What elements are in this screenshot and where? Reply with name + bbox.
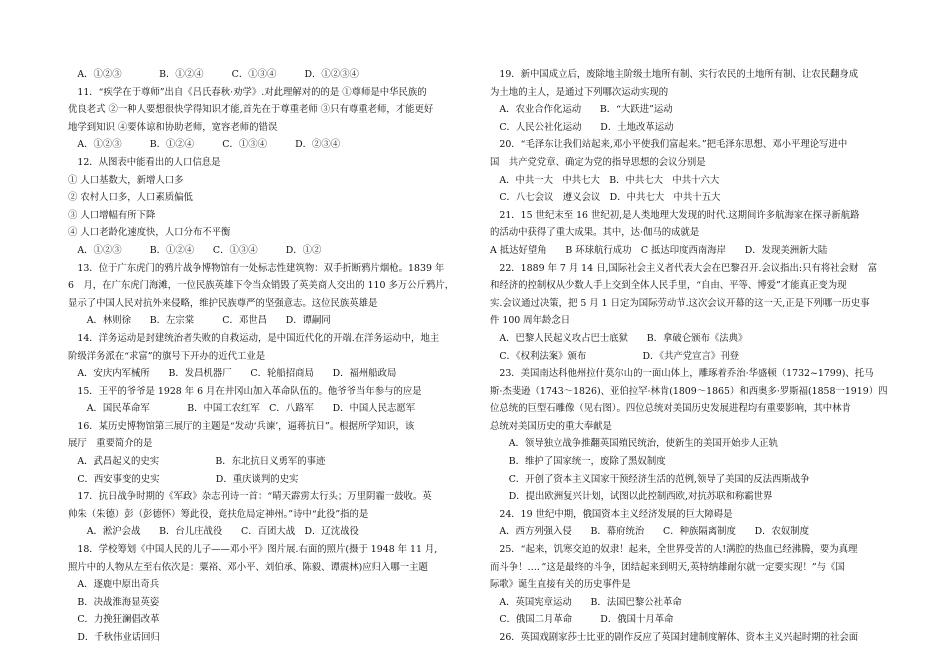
text-line: 25．“起来，饥寒交迫的奴隶！起来，全世界受苦的人!满腔的热血已经沸腾，要为真理: [490, 544, 858, 556]
text-line: 而斗争！…．”这是最终的斗争，团结起来到明天,英特纳雄耐尔就一定要实现！”与《国: [490, 561, 845, 573]
text-line: A．国民革命军 B．中国工农红军 C．八路军 D．中国人民志愿军: [68, 403, 416, 415]
text-line: 为土地的主人，是通过下列哪次运动实现的: [490, 86, 669, 98]
text-line: C．人民公社化运动 D．土地改革运动: [490, 121, 674, 133]
text-line: 位总统的巨型石雕像（见右图）。四位总统对美国历史发展进程均有重要影响，其中林肯: [490, 403, 851, 415]
text-line: 件 100 周年龄念日: [490, 315, 571, 327]
text-line: 18．学校筹划《中国人民的儿子——邓小平》图片展.右面的照片(摄于 1948 年 11 月,: [68, 544, 438, 556]
text-line: A．巴黎人民起义攻占巴士底狱 B．拿破仑颁布《法典》: [490, 332, 748, 344]
left-column: [68, 66, 470, 647]
text-line: 16．某历史博物馆第三展厅的主题是“发动‘兵谏’，逼蒋抗日”。根据所学知识，该: [68, 420, 415, 432]
text-line: 帅朱（朱德）彭（彭德怀）筹此役，竟扶危局定神州。”诗中“此役”指的是: [68, 508, 369, 520]
text-line: C．力挽狂澜倡改革: [68, 614, 160, 626]
text-line: ④ 人口老龄化速度快，人口分布不平衡: [68, 227, 231, 239]
text-line: 14．洋务运动是封建统治者失败的自救运动，是中国近代化的开端.在洋务运动中，地主: [68, 332, 440, 344]
text-line: D．千秋伟业话回归: [68, 632, 160, 643]
text-line: C．八七会议 遵义会议 D．中共七大 中共十五大: [490, 192, 721, 204]
text-line: 11．“疾学在于尊师”出自《吕氏春秋·劝学》.对此理解对的的是 ①尊师是中华民族的: [68, 86, 427, 98]
text-line: 地学到知识 ④要体谅和协助老师，宽容老师的错误: [68, 121, 278, 133]
text-line: 显示了中国人民对抗外来侵略，维护民族尊严的坚强意志。这位民族英雄是: [68, 297, 378, 309]
right-column: [490, 66, 902, 647]
text-line: 实.会议通过决策，把 5 月 1 日定为国际劳动节.这次会议开幕的这一天,正是下列哪一历史事: [490, 297, 870, 309]
text-line: 20．“毛泽东让我们站起来,邓小平使我们富起来。”把毛泽东思想、邓小平理论写进中: [490, 139, 848, 151]
text-line: 13．位于广东虎门的鸦片战争博物馆有一处标志性建筑物：双手折断鸦片烟枪。1839 年: [68, 262, 445, 274]
text-line: 26．英国戏剧家莎士比亚的剧作反应了英国封建制度解体、资本主义兴起时期的社会面: [490, 632, 859, 643]
text-line: 12．从图表中能看出的人口信息是: [68, 156, 221, 168]
text-line: 24．19 世纪中期，俄国资本主义经济发展的巨大障碍是: [490, 508, 733, 520]
text-line: 23．美国南达科他州拉什莫尔山的一面山体上，雕琢着乔治·华盛顿（1732~1799)、托马: [490, 368, 874, 380]
text-line: C．俄国二月革命 D．俄国十月革命: [490, 614, 674, 626]
text-line: 22．1889 年 7 月 14 日,国际社会主义者代表大会在巴黎召开.会议指出:只有将社会财 富: [490, 262, 878, 274]
text-line: B．决战淮海显英姿: [68, 596, 160, 608]
text-line: 19．新中国成立后，废除地主阶级土地所有制、实行农民的土地所有制、让农民翻身成: [490, 69, 859, 80]
text-line: A．淞沪会战 B．台儿庄战役 C．百团大战 D．辽沈战役: [68, 526, 359, 538]
text-line: A．农业合作化运动 B．“大跃进”运动: [490, 104, 673, 116]
text-line: 15．王平的爷爷是 1928 年 6 月在井冈山加入革命队伍的。他爷爷当年参与的应是: [68, 385, 422, 397]
text-line: 21．15 世纪末至 16 世纪初,是人类地理大发现的时代.这期间许多航海家在探寻新航路: [490, 209, 860, 221]
text-line: 优良老式 ②一种人要想很快学得知识才能,首先在于尊重老师 ③只有尊重老师，才能更好: [68, 104, 434, 116]
text-line: A．①②③ B．①②④ C．①③④ D．②③④: [68, 139, 341, 151]
text-line: 总统对美国历史的重大奉献是: [490, 420, 612, 432]
text-line: 17．抗日战争时期的《军政》杂志刊诗一首：“晴天霹雳太行头；万里阴霾一鼓收。英: [68, 491, 432, 503]
text-line: C．西安事变的史实 D．重庆谈判的史实: [68, 473, 299, 485]
text-line: A．西方列强入侵 B．幕府统治 C．种族隔离制度 D．农奴制度: [490, 526, 809, 538]
text-line: 斯·杰斐逊（1743～1826)、亚伯拉罕·林肯(1809～1865）和西奥多·罗斯福(1858一1919）四: [490, 385, 888, 397]
text-line: C．开创了资本主义国家干预经济生活的范例,领导了美国的反法西斯战争: [490, 473, 810, 485]
text-line: 际歌》诞生直接有关的历史事件是: [490, 579, 631, 591]
text-line: A．①②③ B．①②④ C．①③④ D．①②③④: [68, 69, 359, 80]
text-line: A．林则徐 B．左宗棠 C．邓世昌 D．谭嗣同: [68, 315, 331, 327]
text-line: ② 农村人口多，人口素质偏低: [68, 192, 193, 204]
text-line: C．《权利法案》颁布 D．《共产党宣言》刊登: [490, 350, 740, 362]
text-line: ① 人口基数大，新增人口多: [68, 174, 184, 186]
text-line: A．逐鹿中原出奇兵: [68, 579, 160, 591]
text-line: A．武昌起义的史实 B．东北抗日义勇军的事迹: [68, 456, 326, 468]
text-line: A．中共一大 中共七大 B．中共七大 中共十六大: [490, 174, 720, 186]
text-line: A．①②③ B．①②④ C．①③④ D．①②: [68, 244, 322, 256]
text-line: A．领导独立战争推翻英国殖民统治，使新生的美国开始步人正轨: [490, 438, 779, 450]
text-line: ③ 人口增幅有所下降: [68, 209, 156, 221]
text-line: A．安庆内军械所 B．发昌机器厂 C．轮船招商局 D．福州船政局: [68, 368, 397, 380]
text-line: 照片中的人物从左至右依次是：粟裕、邓小平、刘伯承、陈毅、谭震林)应归入哪一主题: [68, 561, 428, 573]
text-line: 6 月，在广东虎门海滩，一位民族英雄下令当众销毁了英美商人交出的 110 多万公斤鸦片，: [68, 280, 455, 292]
text-line: 的活动中获得了重大成果。其中，达·伽马的成就是: [490, 227, 700, 239]
text-line: A．英国宪章运动 B．法国巴黎公社革命: [490, 596, 682, 608]
text-line: 国 共产党党章、确定为党的指导思想的会议分别是: [490, 156, 706, 168]
text-line: D．提出欧洲复兴计划，试图以此控制西欧,对抗苏联和称霸世界: [490, 491, 773, 503]
text-line: A 抵达好望角 B 环球航行成功 C 抵达印度西南海岸 D．发现美洲新大陆: [490, 244, 828, 256]
text-line: 阶级洋务派在“求富”的旗号下开办的近代工业是: [68, 350, 266, 362]
text-line: 和经济的控制权从少数人手上交到全体人民手里，“自由、平等、博爱”才能真正变为现: [490, 280, 847, 292]
text-line: B．维护了国家统一，废除了黑奴制度: [490, 456, 666, 468]
text-line: 展厅 重要简介的是: [68, 438, 153, 450]
